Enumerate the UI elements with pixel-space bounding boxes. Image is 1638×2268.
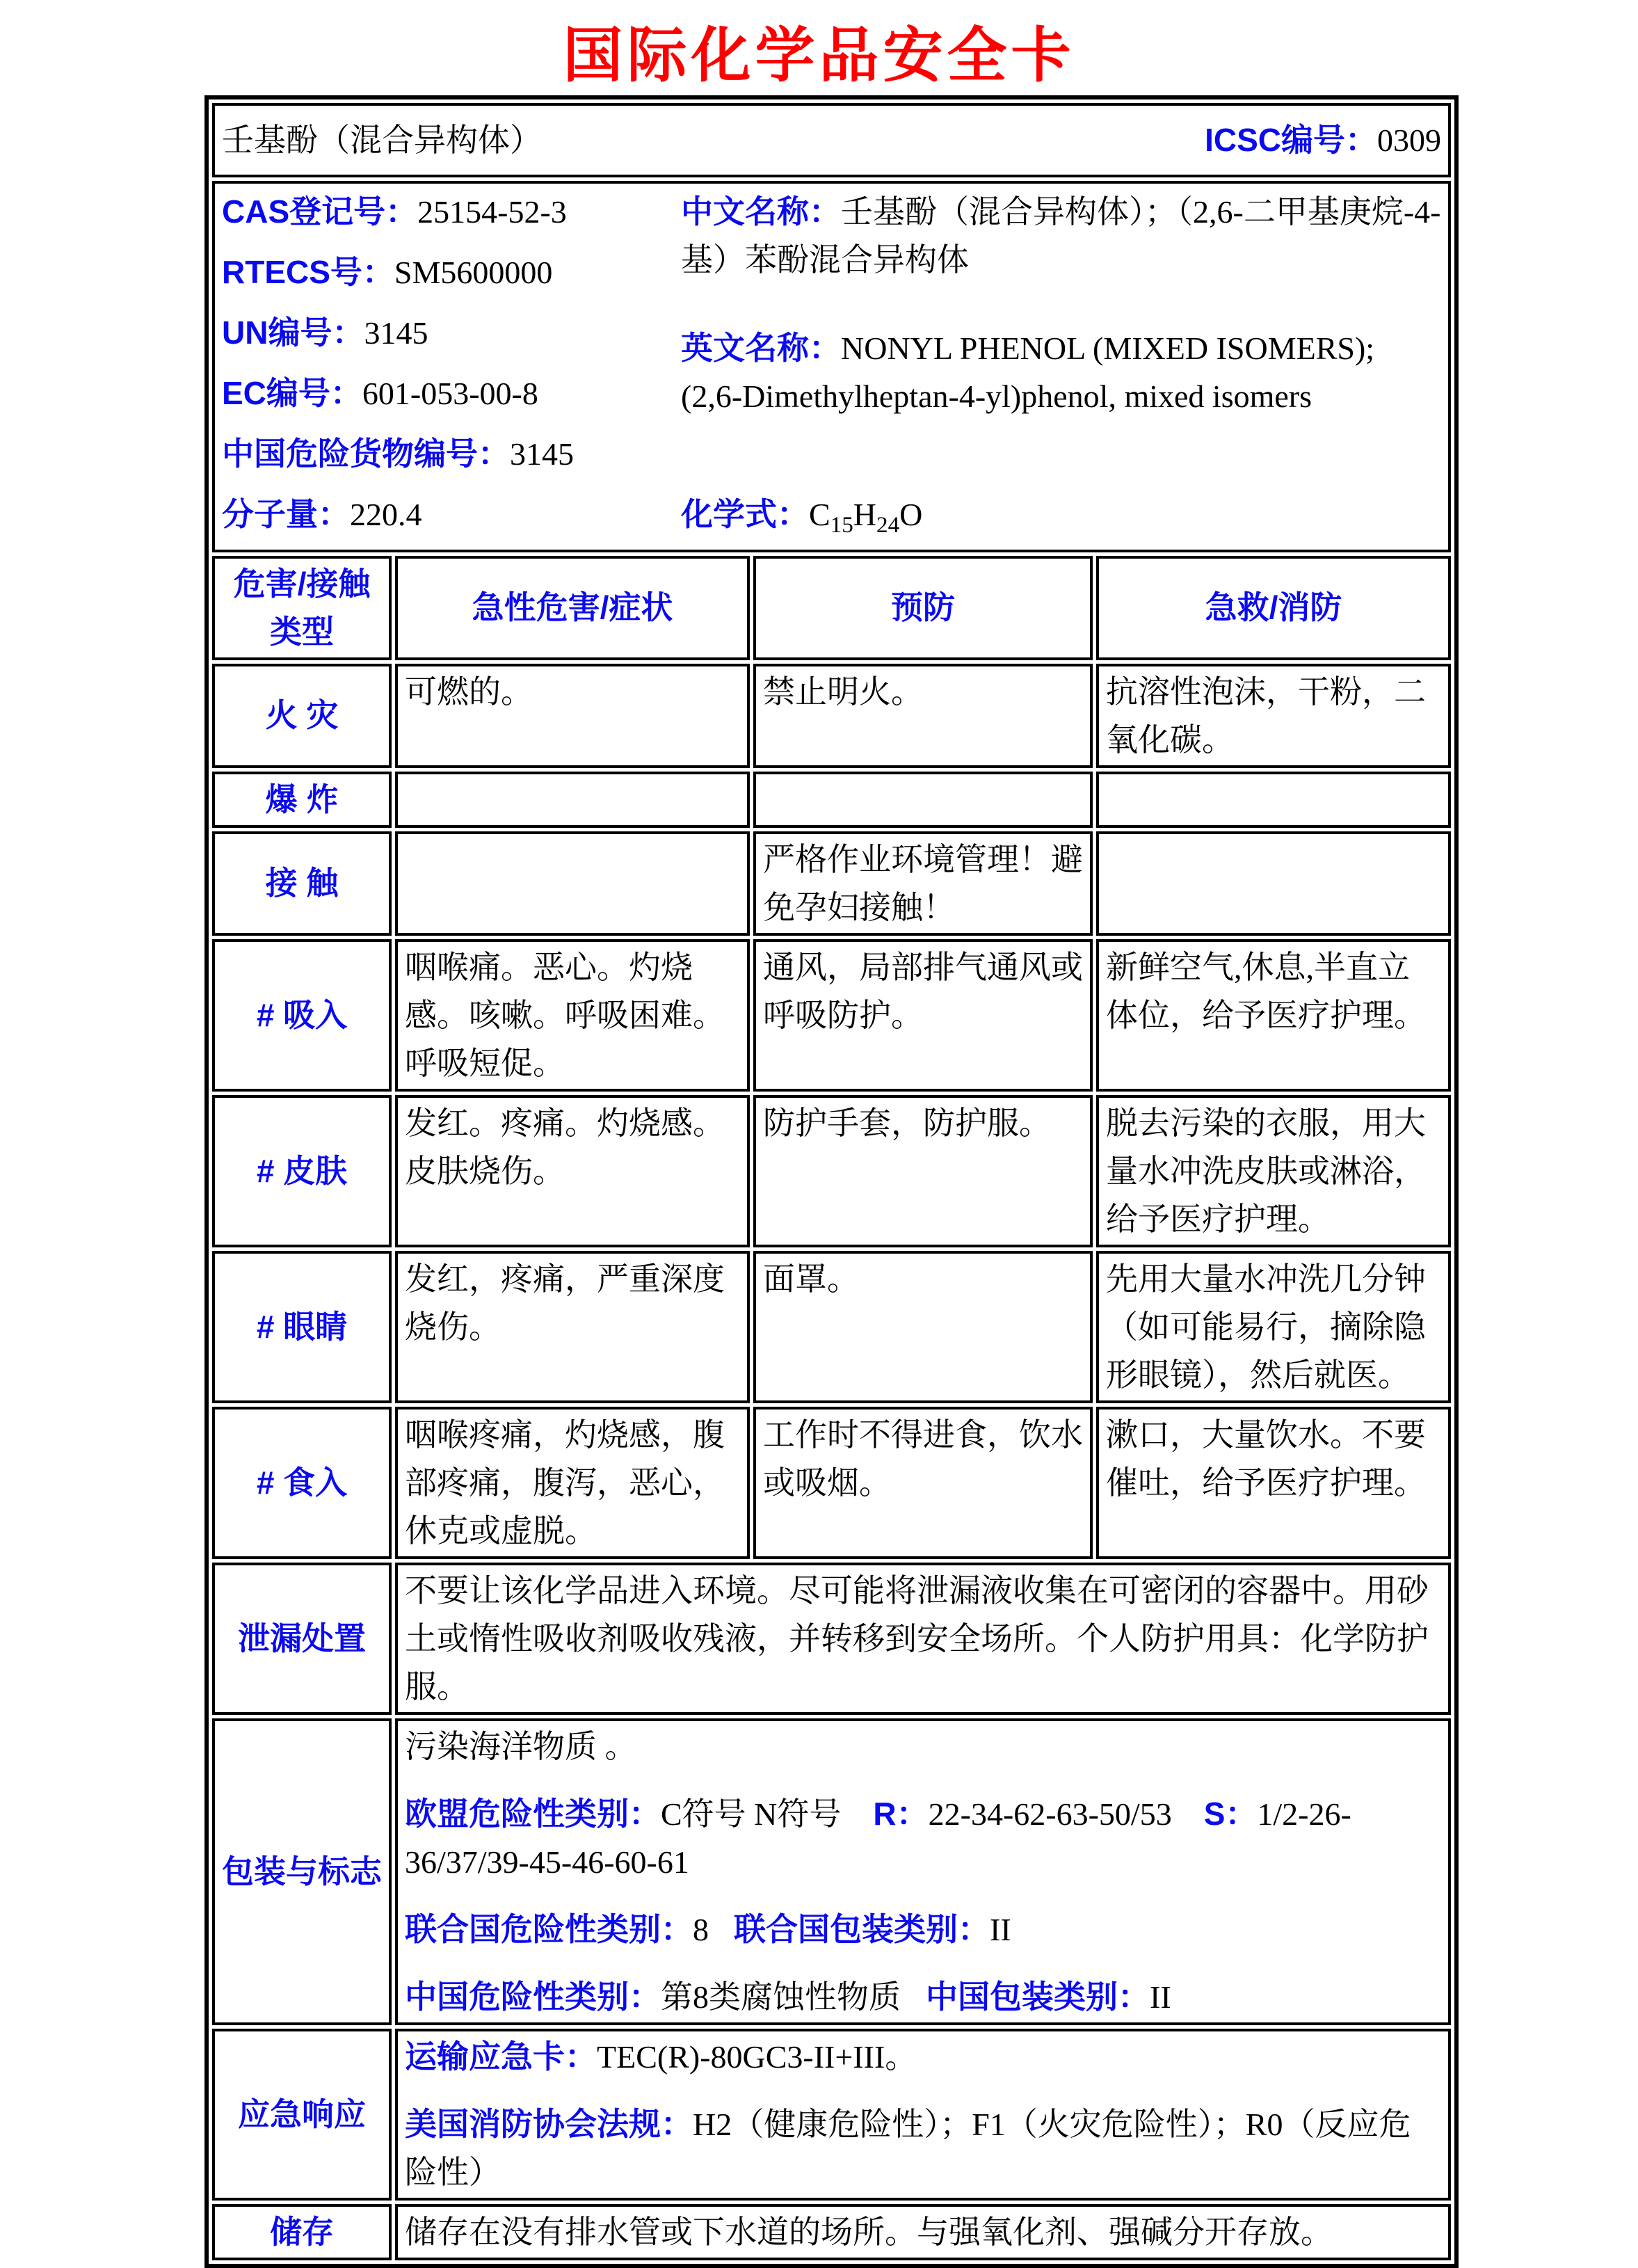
ingestion-prevention: 工作时不得进食，饮水或吸烟。 — [753, 1407, 1093, 1559]
row-label-emergency: 应急响应 — [212, 2029, 392, 2201]
exposure-firstaid — [1096, 831, 1451, 936]
rtecs-number: RTECS号：SM5600000 — [222, 254, 553, 290]
ingestion-symptoms: 咽喉疼痛，灼烧感，腹部疼痛，腹泻，恶心，休克或虚脱。 — [395, 1407, 750, 1559]
page-title: 国际化学品安全卡 — [563, 22, 1075, 89]
spill-row — [212, 1563, 1451, 1715]
spill-text: 不要让该化学品进入环境。尽可能将泄漏液收集在可密闭的容器中。用砂土或惰性吸收剂吸收残液，并转移到安全场所。个人防护用具：化学防护服。 — [395, 1563, 1451, 1715]
explosion-symptoms — [395, 772, 750, 828]
storage-text: 储存在没有排水管或下水道的场所。与强氧化剂、强碱分开存放。 — [395, 2204, 1451, 2260]
hazard-row-inhalation — [212, 939, 1451, 1092]
row-label-skin: # 皮肤 — [212, 1095, 392, 1247]
fire-symptoms: 可燃的。 — [395, 664, 750, 768]
substance-name: 壬基酚（混合异构体） — [222, 122, 542, 158]
eyes-symptoms: 发红，疼痛，严重深度烧伤。 — [395, 1251, 750, 1403]
exposure-prevention: 严格作业环境管理！避免孕妇接触！ — [753, 831, 1093, 936]
row-label-packaging: 包装与标志 — [212, 1718, 392, 2025]
transport-emergency-card: 运输应急卡：TEC(R)-80GC3-II+III。 — [405, 2038, 917, 2075]
hazard-header-row — [212, 556, 1451, 660]
emergency-row — [212, 2029, 1451, 2201]
hazard-row-fire — [212, 664, 1451, 768]
row-label-inhalation: # 吸入 — [212, 939, 392, 1092]
nfpa-code: 美国消防协会法规：H2（健康危险性）；F1（火灾危险性）；R0（反应危险性） — [405, 2105, 1411, 2190]
skin-prevention: 防护手套，防护服。 — [753, 1095, 1093, 1247]
eyes-firstaid: 先用大量水冲洗几分钟（如可能易行，摘除隐形眼镜），然后就医。 — [1096, 1251, 1451, 1403]
eu-classification: 欧盟危险性类别：C符号 N符号 R：22-34-62-63-50/53 S：1/2-26-36/37/39-45-46-60-61 — [405, 1795, 1351, 1880]
explosion-firstaid — [1096, 772, 1451, 828]
chemical-formula: 化学式：$C_{15}H_{24}O$ — [681, 496, 923, 538]
packaging-content — [395, 1718, 1451, 2025]
icsc-card-table — [204, 95, 1459, 2268]
fire-prevention: 禁止明火。 — [753, 664, 1093, 768]
identifiers-row — [212, 181, 1451, 552]
emergency-content — [395, 2029, 1451, 2201]
exposure-symptoms — [395, 831, 750, 936]
ec-number: EC编号：601-053-00-8 — [222, 375, 538, 411]
col-header-hazard-type: 危害/接触 类型 — [212, 556, 392, 660]
ingestion-firstaid: 漱口，大量饮水。不要催吐，给予医疗护理。 — [1096, 1407, 1451, 1559]
identifiers-cell — [212, 181, 1451, 552]
registry-numbers — [222, 185, 674, 490]
icsc-number-value: 0309 — [1377, 122, 1442, 158]
hazard-row-exposure — [212, 831, 1451, 936]
storage-row — [212, 2204, 1451, 2260]
row-label-ingestion: # 食入 — [212, 1407, 392, 1559]
inhalation-symptoms: 咽喉痛。恶心。灼烧感。咳嗽。呼吸困难。呼吸短促。 — [395, 939, 750, 1092]
china-dg-number: 中国危险货物编号：3145 — [222, 436, 574, 472]
marine-pollutant-note: 污染海洋物质 。 — [405, 1728, 637, 1764]
un-number: UN编号：3145 — [222, 314, 428, 351]
explosion-prevention — [753, 772, 1093, 828]
china-classification: 中国危险性类别：第8类腐蚀性物质 中国包装类别：II — [405, 1978, 1171, 2015]
packaging-row — [212, 1718, 1451, 2025]
row-label-exposure: 接 触 — [212, 831, 392, 936]
fire-firstaid: 抗溶性泡沫，干粉，二氧化碳。 — [1096, 664, 1451, 768]
skin-firstaid: 脱去污染的衣服，用大量水冲洗皮肤或淋浴，给予医疗护理。 — [1096, 1095, 1451, 1247]
hazard-row-skin — [212, 1095, 1451, 1247]
row-label-explosion: 爆 炸 — [212, 772, 392, 828]
inhalation-prevention: 通风，局部排气通风或呼吸防护。 — [753, 939, 1093, 1092]
row-label-storage: 储存 — [212, 2204, 392, 2260]
skin-symptoms: 发红。疼痛。灼烧感。皮肤烧伤。 — [395, 1095, 750, 1247]
row-label-fire: 火 灾 — [212, 664, 392, 768]
col-header-acute-hazards: 急性危害/症状 — [395, 556, 750, 660]
substance-header-row — [212, 103, 1451, 177]
hazard-row-eyes — [212, 1251, 1451, 1403]
english-name: 英文名称：NONYL PHENOL (MIXED ISOMERS); (2,6-Dimethylheptan-4-yl)phenol, mixed isomers — [681, 330, 1375, 414]
col-header-firstaid: 急救/消防 — [1096, 556, 1451, 660]
icsc-number — [1205, 116, 1441, 164]
chemical-names — [681, 185, 1441, 490]
icsc-number-label: ICSC编号： — [1205, 122, 1378, 158]
molecular-weight: 分子量：220.4 — [222, 496, 422, 532]
chinese-name: 中文名称：壬基酚（混合异构体）；（2,6-二甲基庚烷-4-基）苯酚混合异构体 — [681, 193, 1441, 278]
eyes-prevention: 面罩。 — [753, 1251, 1093, 1403]
un-classification: 联合国危险性类别：8 联合国包装类别：II — [405, 1910, 1011, 1947]
substance-header-cell — [212, 103, 1451, 177]
row-label-spill: 泄漏处置 — [212, 1563, 392, 1715]
hazard-row-explosion — [212, 772, 1451, 828]
inhalation-firstaid: 新鲜空气,休息,半直立体位，给予医疗护理。 — [1096, 939, 1451, 1092]
hazard-row-ingestion — [212, 1407, 1451, 1559]
cas-number: CAS登记号：25154-52-3 — [222, 193, 567, 230]
row-label-eyes: # 眼睛 — [212, 1251, 392, 1403]
col-header-prevention: 预防 — [753, 556, 1093, 660]
